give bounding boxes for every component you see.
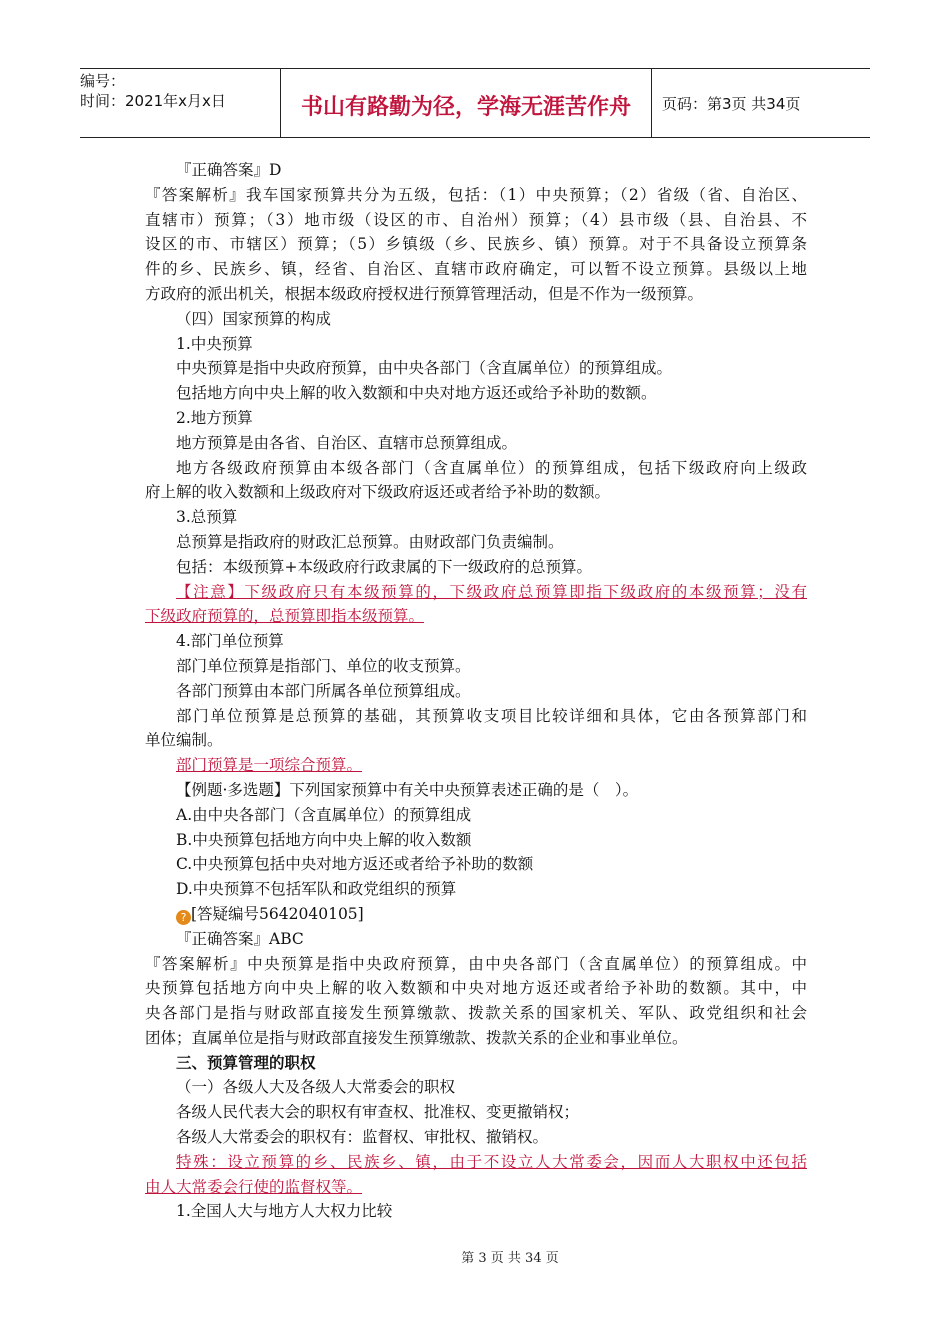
option-b: B.中央预算包括地方向中央上解的收入数额 [176,830,472,849]
header-meta [80,69,280,137]
note-highlight-text: 部门预算是一项综合预算。 [176,756,363,775]
note-highlight-line: 特殊：设立预算的乡、民族乡、镇，由于不设立人大常委会，因而人大职权中还包括 [176,1152,807,1171]
analysis-paragraph-line: 件的乡、民族乡、镇，经省、自治区、直辖市政府确定，可以暂不设立预算。县级以上地 [145,260,807,279]
answer-line: 『正确答案』ABC [176,929,304,948]
section-heading: （四）国家预算的构成 [176,309,332,328]
subheading: 1.中央预算 [176,334,253,353]
paragraph-line: 包括地方向中央上解的收入数额和中央对地方返还或给予补助的数额。 [176,384,657,403]
answer-line: 『正确答案』D [176,161,282,179]
paragraph-line: 各级人大常委会的职权有：监督权、审批权、撤销权。 [176,1128,549,1147]
paragraph-line: 总预算是指政府的财政汇总预算。由财政部门负责编制。 [176,532,564,551]
document-body [145,158,807,1224]
section-heading: 三、预算管理的职权 [176,1053,316,1072]
subheading: 2.地方预算 [176,408,253,427]
note-highlight-line [145,753,807,778]
number-label: 编号： [80,72,126,90]
analysis-paragraph-line: 央各部门是指与财政部直接发生预算缴款、拨款关系的国家机关、军队、政党组织和社会 [145,1004,807,1023]
analysis-paragraph-line: 『答案解析』我车国家预算共分为五级，包括：（1）中央预算；（2）省级（省、自治区、 [145,185,807,204]
analysis-paragraph-line: 直辖市）预算；（3）地市级（设区的市、自治州）预算；（4）县市级（县、自治县、不 [145,210,807,229]
paragraph-line: 地方预算是由各省、自治区、直辖市总预算组成。 [176,433,518,452]
analysis-paragraph-line: 央预算包括地方向中央上解的收入数额和中央对地方返还或者给予补助的数额。其中，中 [145,979,807,998]
note-highlight-line: 【注意】下级政府只有本级预算的，下级政府总预算即指下级政府的本级预算；没有 [176,582,807,601]
analysis-paragraph-line: 团体；直属单位是指与财政部直接发生预算缴款、拨款关系的企业和事业单位。 [145,1028,688,1047]
paragraph-line: 单位编制。 [145,731,223,750]
paragraph-line: 包括：本级预算+本级政府行政隶属的下一级政府的总预算。 [176,557,592,576]
paragraph-line: 府上解的收入数额和上级政府对下级政府返还或者给予补助的数额。 [145,483,611,502]
question-mark-icon[interactable]: ? [176,910,191,925]
paragraph-line: 地方各级政府预算由本级各部门（含直属单位）的预算组成，包括下级政府向上级政 [176,458,807,477]
paragraph-line: 各级人民代表大会的职权有审查权、批准权、变更撤销权； [176,1103,580,1122]
header-page-label: 页码：第3页 共34页 [662,94,801,113]
subheading: 1.全国人大与地方人大权力比较 [176,1202,393,1221]
page-header [80,68,870,138]
analysis-paragraph-line: 方政府的派出机关，根据本级政府授权进行预算管理活动，但是不作为一级预算。 [145,284,704,303]
time-label: 时间：2021年x月x日 [80,92,226,110]
answer-id-label: [答疑编号5642040105] [191,904,364,923]
option-c: C.中央预算包括中央对地方返还或者给予补助的数额 [176,855,534,874]
subheading: 3.总预算 [176,508,238,527]
note-highlight-line: 下级政府预算的，总预算即指本级预算。 [145,607,425,626]
paragraph-line: 部门单位预算是指部门、单位的收支预算。 [176,656,471,675]
subsection-heading: （一）各级人大及各级人大常委会的职权 [176,1078,456,1097]
option-a: A.由中央各部门（含直属单位）的预算组成 [176,805,472,824]
example-question: 【例题·多选题】下列国家预算中有关中央预算表述正确的是（ ）。 [176,780,639,799]
option-d: D.中央预算不包括军队和政党组织的预算 [176,880,457,899]
analysis-paragraph-line: 设区的市、市辖区）预算；（5）乡镇级（乡、民族乡、镇）预算。对于不具备设立预算条 [145,235,807,254]
subheading: 4.部门单位预算 [176,632,284,651]
header-motto: 书山有路勤为径，学海无涯苦作舟 [280,69,652,137]
answer-id-line [145,902,807,927]
paragraph-line: 各部门预算由本部门所属各单位预算组成。 [176,681,471,700]
page-footer: 第 3 页 共 34 页 [461,1251,559,1266]
note-highlight-line: 由人大常委会行使的监督权等。 [145,1177,363,1196]
paragraph-line: 中央预算是指中央政府预算，由中央各部门（含直属单位）的预算组成。 [176,359,673,378]
analysis-paragraph-line: 『答案解析』中央预算是指中央政府预算，由中央各部门（含直属单位）的预算组成。中 [145,954,807,973]
paragraph-line: 部门单位预算是总预算的基础，其预算收支项目比较详细和具体，它由各预算部门和 [176,706,807,725]
